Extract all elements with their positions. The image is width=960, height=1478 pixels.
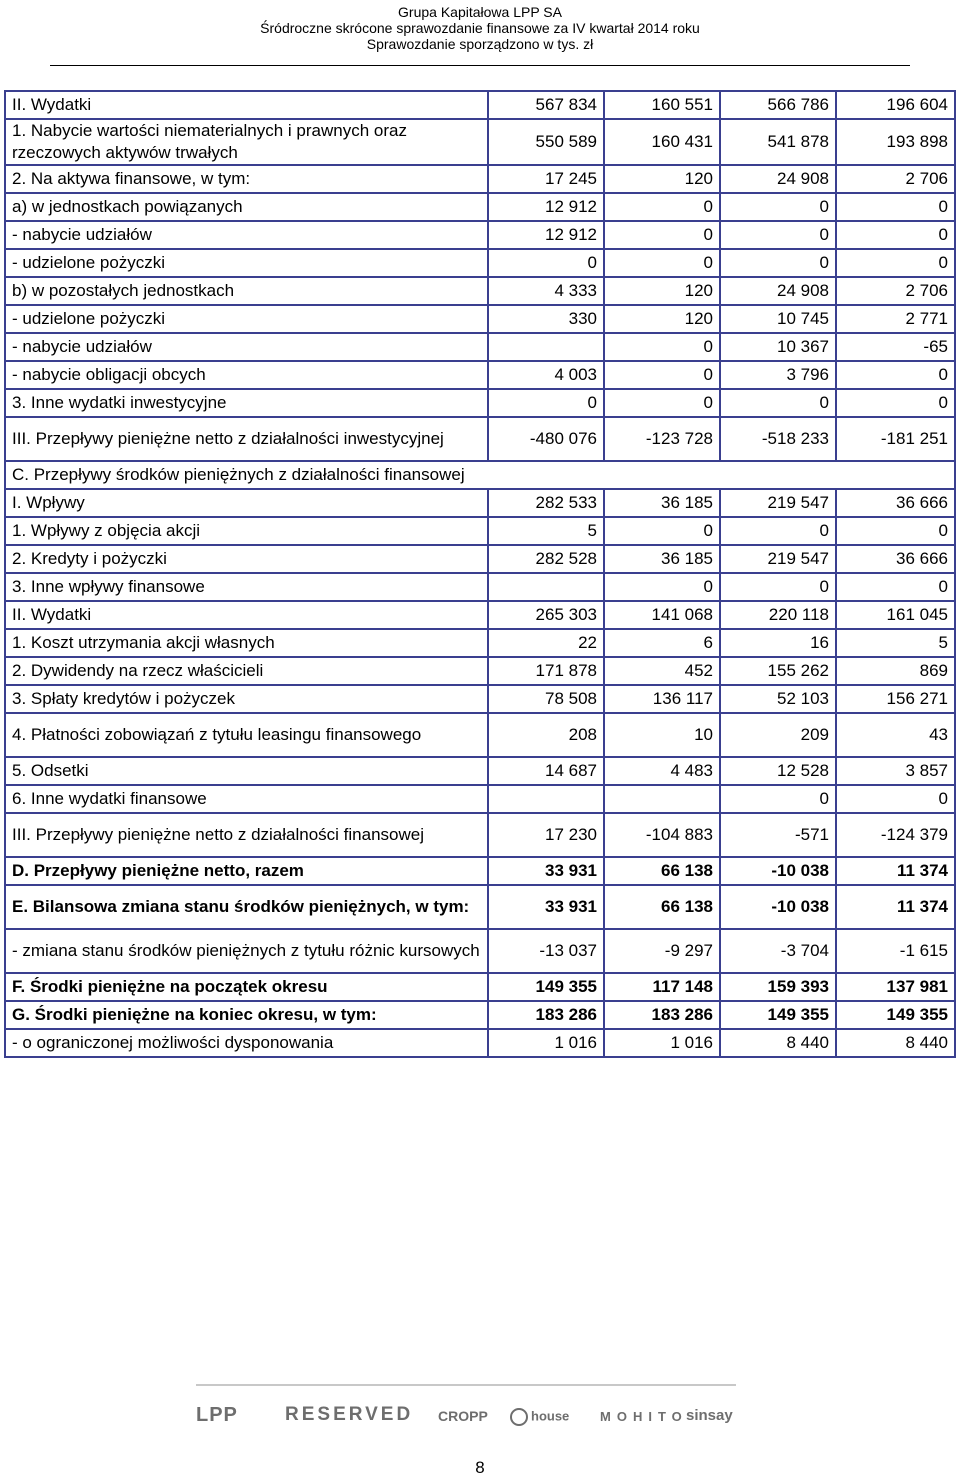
table-row [5,119,955,165]
value-cell: 33 931 [488,857,604,885]
value-cell: 0 [720,785,836,813]
value-cell: 141 068 [604,601,720,629]
value-cell: 11 374 [836,857,955,885]
table-row [5,221,955,249]
row-label: 3. Spłaty kredytów i pożyczek [5,685,488,713]
value-cell: 0 [604,221,720,249]
row-label: II. Wydatki [5,91,488,119]
value-cell: 10 367 [720,333,836,361]
row-label: 3. Inne wpływy finansowe [5,573,488,601]
row-label: - nabycie udziałów [5,221,488,249]
value-cell: -10 038 [720,857,836,885]
value-cell: 566 786 [720,91,836,119]
table-row [5,685,955,713]
value-cell: 66 138 [604,857,720,885]
value-cell: 0 [836,193,955,221]
row-label: - nabycie obligacji obcych [5,361,488,389]
value-cell: 160 431 [604,119,720,165]
table-row [5,277,955,305]
value-cell: 567 834 [488,91,604,119]
value-cell: -13 037 [488,929,604,973]
row-label: - udzielone pożyczki [5,305,488,333]
mohito-logo: MOHITO [600,1409,688,1424]
value-cell: 219 547 [720,489,836,517]
value-cell: 149 355 [488,973,604,1001]
value-cell: 282 533 [488,489,604,517]
value-cell: 183 286 [604,1001,720,1029]
header-report-title: Śródroczne skrócone sprawozdanie finansowe za IV kwartał 2014 roku [260,20,700,36]
value-cell: -181 251 [836,417,955,461]
value-cell: 869 [836,657,955,685]
value-cell: 541 878 [720,119,836,165]
value-cell: 11 374 [836,885,955,929]
value-cell: 12 912 [488,193,604,221]
section-header-row [5,461,955,489]
value-cell: 156 271 [836,685,955,713]
row-label: 1. Nabycie wartości niematerialnych i prawnych oraz rzeczowych aktywów trwałych [5,119,488,165]
row-label: - nabycie udziałów [5,333,488,361]
value-cell [488,333,604,361]
header-divider [50,65,910,66]
value-cell: 209 [720,713,836,757]
table-row [5,757,955,785]
value-cell: 12 528 [720,757,836,785]
row-label: 1. Koszt utrzymania akcji własnych [5,629,488,657]
value-cell: 43 [836,713,955,757]
table-row [5,389,955,417]
value-cell: 452 [604,657,720,685]
value-cell: 120 [604,277,720,305]
value-cell [488,785,604,813]
value-cell: 149 355 [836,1001,955,1029]
value-cell: 0 [720,221,836,249]
value-cell: 149 355 [720,1001,836,1029]
value-cell: -518 233 [720,417,836,461]
table-row [5,857,955,885]
table-row [5,249,955,277]
table-row [5,165,955,193]
value-cell: 5 [836,629,955,657]
row-label: 2. Na aktywa finansowe, w tym: [5,165,488,193]
value-cell: -104 883 [604,813,720,857]
row-label: 6. Inne wydatki finansowe [5,785,488,813]
reserved-logo: RESERVED [285,1404,414,1425]
value-cell: 0 [604,573,720,601]
value-cell: 120 [604,305,720,333]
value-cell: 52 103 [720,685,836,713]
row-label: I. Wpływy [5,489,488,517]
value-cell: -65 [836,333,955,361]
row-label: - zmiana stanu środków pieniężnych z tytułu różnic kursowych [5,929,488,973]
value-cell: 193 898 [836,119,955,165]
value-cell: 4 003 [488,361,604,389]
row-label: a) w jednostkach powiązanych [5,193,488,221]
row-label: 2. Kredyty i pożyczki [5,545,488,573]
row-label: 1. Wpływy z objęcia akcji [5,517,488,545]
value-cell: 0 [604,389,720,417]
page-number: 8 [475,1458,485,1477]
row-label: 4. Płatności zobowiązań z tytułu leasingu finansowego [5,713,488,757]
value-cell: 0 [604,361,720,389]
table-row [5,813,955,857]
value-cell: 183 286 [488,1001,604,1029]
house-logo [510,1408,569,1426]
value-cell: 78 508 [488,685,604,713]
value-cell: 4 333 [488,277,604,305]
value-cell: -480 076 [488,417,604,461]
row-label: III. Przepływy pieniężne netto z działalności finansowej [5,813,488,857]
value-cell: 0 [604,333,720,361]
value-cell: 10 745 [720,305,836,333]
table-row [5,785,955,813]
value-cell: 1 016 [488,1029,604,1057]
value-cell: 36 666 [836,489,955,517]
document-header [0,4,960,52]
row-label: D. Przepływy pieniężne netto, razem [5,857,488,885]
value-cell: 14 687 [488,757,604,785]
row-label: - udzielone pożyczki [5,249,488,277]
value-cell: -123 728 [604,417,720,461]
row-label: F. Środki pieniężne na początek okresu [5,973,488,1001]
table-row [5,973,955,1001]
footer-divider [196,1384,736,1386]
value-cell: 0 [720,193,836,221]
row-label: 2. Dywidendy na rzecz właścicieli [5,657,488,685]
value-cell: 12 912 [488,221,604,249]
value-cell: 219 547 [720,545,836,573]
value-cell: 24 908 [720,277,836,305]
table-row [5,713,955,757]
value-cell: 0 [488,389,604,417]
value-cell: 0 [720,249,836,277]
house-circle-icon [510,1408,528,1426]
table-row [5,601,955,629]
table-row [5,657,955,685]
value-cell: 0 [604,249,720,277]
value-cell: 0 [836,221,955,249]
row-label: 3. Inne wydatki inwestycyjne [5,389,488,417]
value-cell: 265 303 [488,601,604,629]
value-cell: 0 [720,517,836,545]
value-cell: 2 706 [836,277,955,305]
table-row [5,305,955,333]
value-cell: -10 038 [720,885,836,929]
cash-flow-table [4,90,956,1058]
value-cell: 155 262 [720,657,836,685]
value-cell: 0 [836,517,955,545]
value-cell: 0 [604,193,720,221]
lpp-logo: LPP [196,1404,238,1426]
value-cell: -3 704 [720,929,836,973]
value-cell: 8 440 [836,1029,955,1057]
table-row [5,929,955,973]
value-cell: 0 [720,573,836,601]
cropp-logo: CROPP [438,1408,488,1424]
value-cell: 36 185 [604,545,720,573]
value-cell: 36 666 [836,545,955,573]
value-cell: 10 [604,713,720,757]
value-cell: 0 [836,573,955,601]
value-cell: 4 483 [604,757,720,785]
value-cell: 6 [604,629,720,657]
value-cell: 0 [604,517,720,545]
header-company: Grupa Kapitałowa LPP SA [398,4,562,20]
table-row [5,573,955,601]
table-row [5,333,955,361]
value-cell: 66 138 [604,885,720,929]
row-label: G. Środki pieniężne na koniec okresu, w tym: [5,1001,488,1029]
value-cell: 3 796 [720,361,836,389]
value-cell: 161 045 [836,601,955,629]
value-cell: 1 016 [604,1029,720,1057]
value-cell: 160 551 [604,91,720,119]
header-units-note: Sprawozdanie sporządzono w tys. zł [366,36,594,52]
sinsay-logo: sinsay [686,1407,733,1424]
row-label: III. Przepływy pieniężne netto z działalności inwestycyjnej [5,417,488,461]
value-cell: 330 [488,305,604,333]
value-cell: 0 [836,361,955,389]
table-row [5,361,955,389]
value-cell: 33 931 [488,885,604,929]
value-cell: 0 [488,249,604,277]
value-cell: 136 117 [604,685,720,713]
row-label: - o ograniczonej możliwości dysponowania [5,1029,488,1057]
value-cell: 120 [604,165,720,193]
row-label: II. Wydatki [5,601,488,629]
value-cell: 17 245 [488,165,604,193]
row-label: 5. Odsetki [5,757,488,785]
value-cell: 0 [836,785,955,813]
value-cell: -9 297 [604,929,720,973]
value-cell: 16 [720,629,836,657]
value-cell: 22 [488,629,604,657]
value-cell: 282 528 [488,545,604,573]
value-cell: 2 706 [836,165,955,193]
table-row [5,885,955,929]
section-label: C. Przepływy środków pieniężnych z działalności finansowej [5,461,955,489]
value-cell: 17 230 [488,813,604,857]
table-row [5,1001,955,1029]
value-cell: 3 857 [836,757,955,785]
table-row [5,417,955,461]
table-row [5,91,955,119]
value-cell: -571 [720,813,836,857]
value-cell: 550 589 [488,119,604,165]
row-label: b) w pozostałych jednostkach [5,277,488,305]
table-row [5,545,955,573]
table-row [5,1029,955,1057]
value-cell: 0 [836,249,955,277]
value-cell: 171 878 [488,657,604,685]
value-cell: 208 [488,713,604,757]
value-cell: 159 393 [720,973,836,1001]
value-cell: 2 771 [836,305,955,333]
value-cell: 8 440 [720,1029,836,1057]
value-cell: 5 [488,517,604,545]
table-row [5,193,955,221]
value-cell: 137 981 [836,973,955,1001]
value-cell [488,573,604,601]
value-cell [604,785,720,813]
value-cell: 0 [836,389,955,417]
value-cell: -124 379 [836,813,955,857]
value-cell: 36 185 [604,489,720,517]
table-row [5,629,955,657]
row-label: E. Bilansowa zmiana stanu środków pieniężnych, w tym: [5,885,488,929]
value-cell: 24 908 [720,165,836,193]
value-cell: -1 615 [836,929,955,973]
value-cell: 220 118 [720,601,836,629]
house-logo-text: house [531,1408,570,1424]
table-row [5,489,955,517]
brand-logos [190,1404,750,1434]
value-cell: 196 604 [836,91,955,119]
value-cell: 0 [720,389,836,417]
value-cell: 117 148 [604,973,720,1001]
table-row [5,517,955,545]
